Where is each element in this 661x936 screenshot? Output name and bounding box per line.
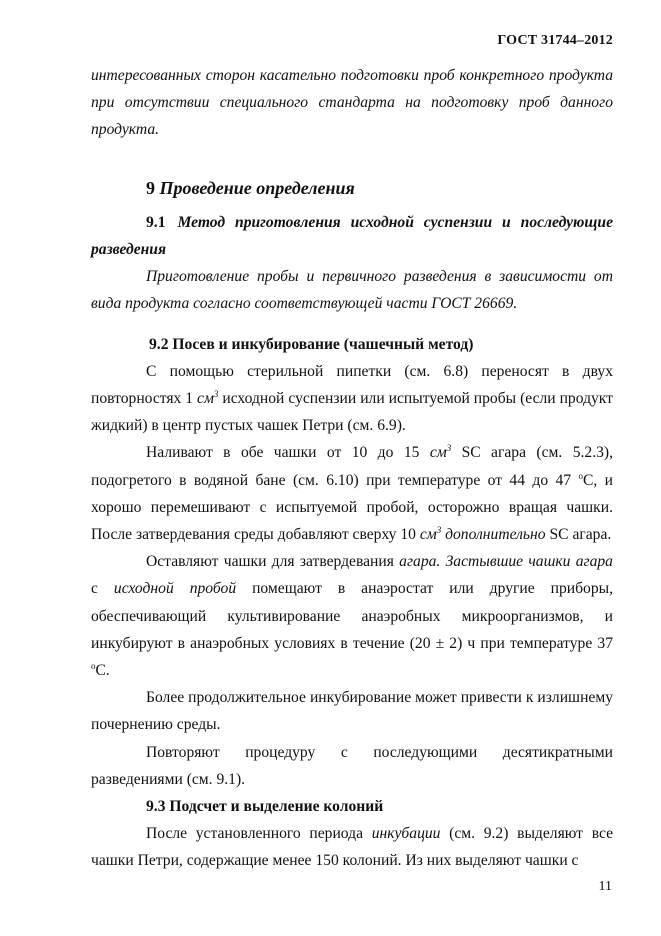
section-9-2-paragraph-3 <box>91 548 613 684</box>
text-run: SC агара. <box>545 526 612 544</box>
degree-superscript: о <box>578 470 583 481</box>
text-run: Оставляют чашки для затвердевания <box>146 553 400 571</box>
section-9-2-paragraph-2 <box>91 439 613 548</box>
italic-run: агара. Застывшие чашки агара <box>399 553 613 571</box>
section-9-2-heading: 9.2 Посев и инкубирование (чашечный метод) <box>149 335 474 353</box>
section-9-heading <box>146 175 613 202</box>
text-run: (см. 9.2) выделяют все чашки Петри, содержащие менее 150 колоний. Из них выделяют чашки с <box>91 825 613 870</box>
italic-run: инкубации <box>371 825 441 843</box>
unit-cm: см <box>429 444 447 462</box>
standard-code-header: ГОСТ 31744–2012 <box>497 33 613 48</box>
intro-paragraph: интересованных сторон касательно подготовки проб конкретного продукта при отсутствии специального стандарта на подготовку проб данного продукта. <box>91 67 613 139</box>
section-9-2-paragraph-5: Повторяют процедуру с последующими десятикратными разведениями (см. 9.1). <box>91 743 613 788</box>
text-run: исходной суспензии или испытуемой пробы (если продукт жидкий) в центр пустых чашек Петри (см. 6.9). <box>91 390 613 435</box>
section-9-3-heading: 9.3 Подсчет и выделение колоний <box>146 798 384 816</box>
section-9-1-number: 9.1 <box>146 213 166 231</box>
page-body <box>91 62 613 875</box>
page-number: 11 <box>598 879 612 894</box>
section-9-2-paragraph-1 <box>91 358 613 440</box>
section-9-1-heading <box>91 209 613 263</box>
text-run: Наливают в обе чашки от 10 до 15 <box>146 444 430 462</box>
italic-run: исходной пробой <box>113 580 237 598</box>
section-9-2-paragraph-4: Более продолжительное инкубирование может привести к излишнему почернению среды. <box>91 689 613 734</box>
text-run: После установленного периода <box>146 825 372 843</box>
section-9-3-paragraph-1 <box>91 820 613 874</box>
unit-cm: см <box>197 390 214 408</box>
degree-superscript: о <box>91 660 96 671</box>
section-9-number: 9 <box>146 177 155 198</box>
text-run: помещают в анаэростат или другие приборы, обеспечивающий культивирование анаэробных микроорганизмов, и инкубируют в анаэробных условиях в течение (20 ± 2) ч при температуре 37 <box>91 580 614 652</box>
text-run: с <box>91 580 114 598</box>
italic-run: дополнительно <box>441 526 546 544</box>
superscript: 3 <box>436 524 442 535</box>
text-run: С. <box>95 662 110 680</box>
section-9-1-text: Приготовление пробы и первичного разведения в зависимости от вида продукта согласно соответствующей части ГОСТ 26669. <box>91 268 613 313</box>
superscript: 3 <box>446 443 452 454</box>
text-run: С помощью стерильной пипетки (см. 6.8) переносят в двух повторностях 1 <box>91 362 613 408</box>
section-9-1-title: Метод приготовления исходной суспензии и последующие разведения <box>91 213 613 259</box>
text-run: SC агара (см. 5.2.3), подогретого в водяной бане (см. 6.10) при температуре от 44 до 47 <box>91 444 613 489</box>
superscript: 3 <box>213 388 219 399</box>
text-run: С, и хорошо перемешивают с испытуемой пробой, осторожно вращая чашки. После затвердевания среды добавляют сверху 10 <box>91 471 613 544</box>
section-9-title: Проведение определения <box>159 177 355 198</box>
unit-cm: см <box>419 526 437 544</box>
